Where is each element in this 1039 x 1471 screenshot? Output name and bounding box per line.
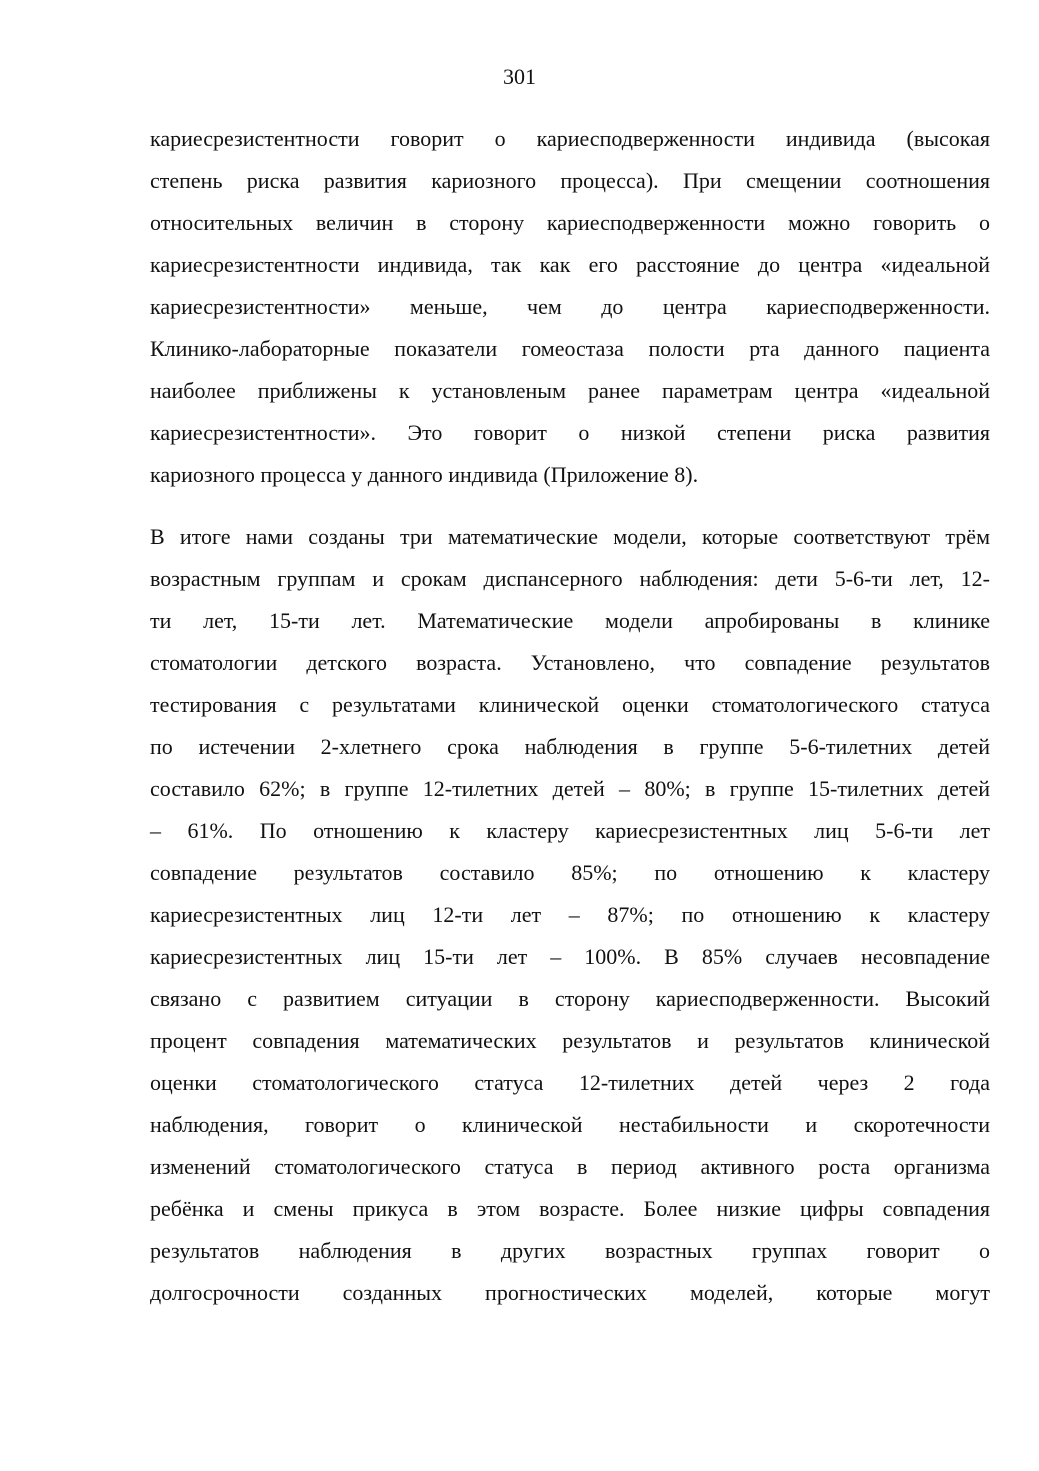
text-line: долгосрочности созданных прогностических моделей, которые могут — [150, 1280, 990, 1305]
text-line: кариесрезистентности» меньше, чем до центра кариесподверженности. — [150, 294, 990, 319]
text-line: В итоге нами созданы три математические модели, которые соответствуют трём — [150, 524, 990, 549]
text-line: наиболее приближены к установленым ранее параметрам центра «идеальной — [150, 378, 990, 403]
text-line: кариозного процесса у данного индивида (Приложение 8). — [150, 462, 699, 487]
text-line: процент совпадения математических результатов и результатов клинической — [150, 1028, 990, 1053]
paragraph-2 — [150, 516, 990, 1314]
text-line: – 61%. По отношению к кластеру кариесрезистентных лиц 5-6-ти лет — [150, 818, 990, 843]
text-line: ребёнка и смены прикуса в этом возрасте. Более низкие цифры совпадения — [150, 1196, 990, 1221]
text-line: по истечении 2-хлетнего срока наблюдения в группе 5-6-тилетних детей — [150, 734, 990, 759]
text-line: результатов наблюдения в других возрастных группах говорит о — [150, 1238, 990, 1263]
text-line: кариесрезистентности». Это говорит о низкой степени риска развития — [150, 420, 990, 445]
page-number: 301 — [503, 64, 536, 89]
text-line: изменений стоматологического статуса в период активного роста организма — [150, 1154, 990, 1179]
text-line: кариесрезистентных лиц 12-ти лет – 87%; по отношению к кластеру — [150, 902, 990, 927]
text-line: связано с развитием ситуации в сторону кариесподверженности. Высокий — [150, 986, 990, 1011]
text-line: Клинико-лабораторные показатели гомеостаза полости рта данного пациента — [150, 336, 990, 361]
text-line: кариесрезистентности индивида, так как его расстояние до центра «идеальной — [150, 252, 990, 277]
text-line: оценки стоматологического статуса 12-тилетних детей через 2 года — [150, 1070, 990, 1095]
text-line: степень риска развития кариозного процесса). При смещении соотношения — [150, 168, 990, 193]
text-line: кариесрезистентных лиц 15-ти лет – 100%. В 85% случаев несовпадение — [150, 944, 990, 969]
text-line: наблюдения, говорит о клинической нестабильности и скоротечности — [150, 1112, 990, 1137]
text-line: относительных величин в сторону кариесподверженности можно говорить о — [150, 210, 990, 235]
paragraph-1 — [150, 118, 990, 496]
text-line: составило 62%; в группе 12-тилетних детей – 80%; в группе 15-тилетних детей — [150, 776, 990, 801]
text-line: совпадение результатов составило 85%; по отношению к кластеру — [150, 860, 990, 885]
text-line: тестирования с результатами клинической оценки стоматологического статуса — [150, 692, 990, 717]
text-line: возрастным группам и срокам диспансерного наблюдения: дети 5-6-ти лет, 12- — [150, 566, 990, 591]
text-line: ти лет, 15-ти лет. Математические модели апробированы в клинике — [150, 608, 990, 633]
text-line: кариесрезистентности говорит о кариесподверженности индивида (высокая — [150, 126, 990, 151]
text-line: стоматологии детского возраста. Установлено, что совпадение результатов — [150, 650, 990, 675]
